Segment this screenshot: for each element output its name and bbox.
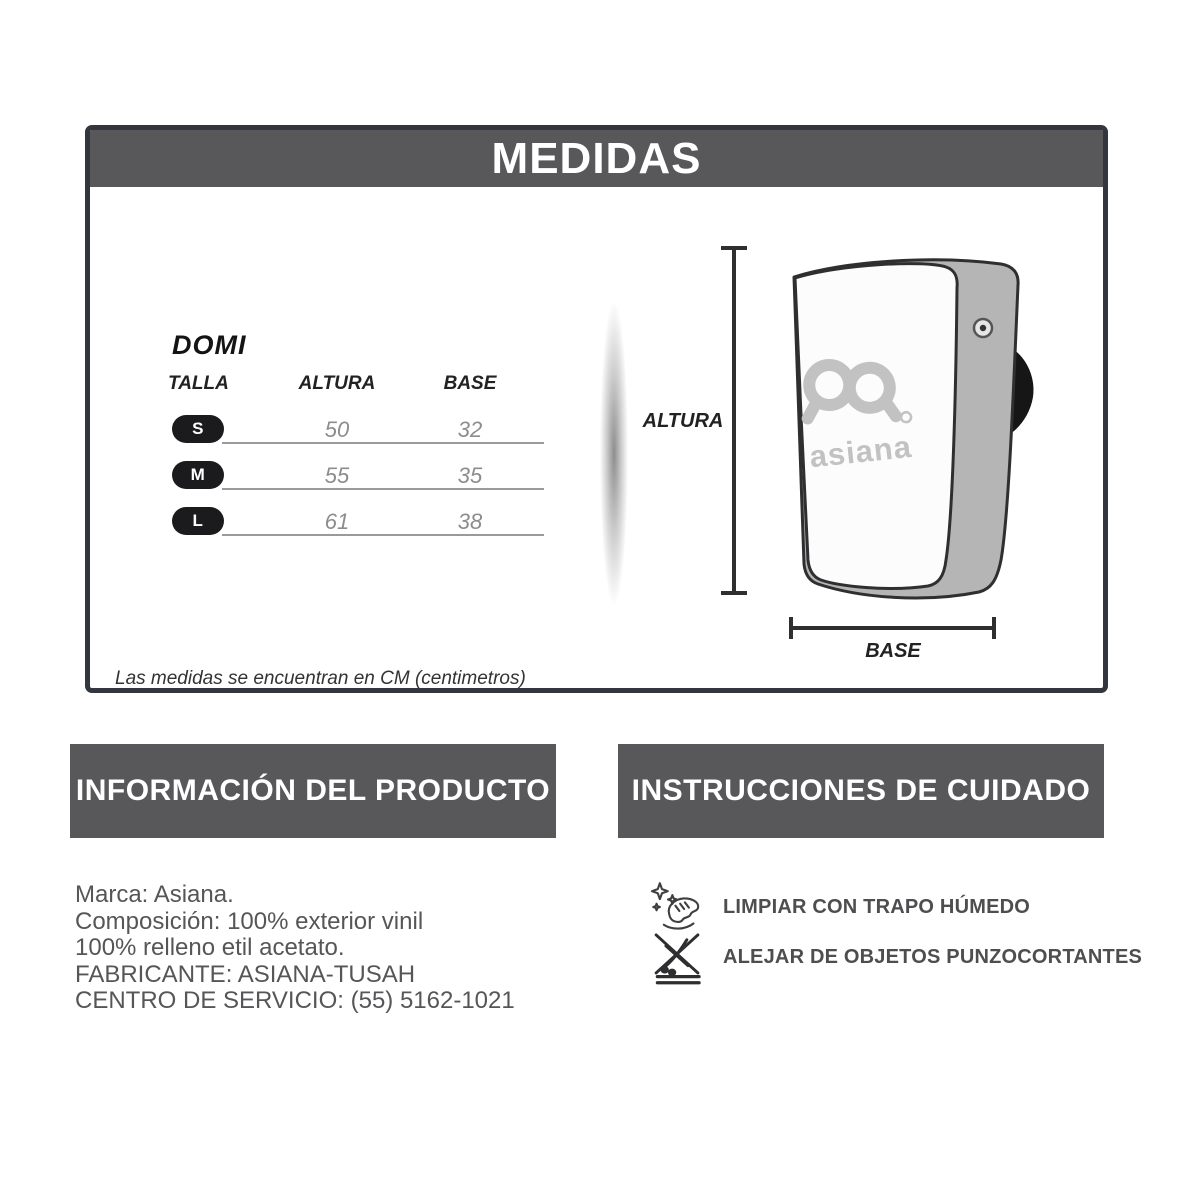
column-header-talla: TALLA <box>168 373 229 394</box>
altura-value-m: 55 <box>324 463 350 488</box>
care-instructions-header-band <box>618 744 1104 838</box>
measurements-header-band <box>90 130 1103 187</box>
care-item-label: ALEJAR DE OBJETOS PUNZOCORTANTES <box>723 945 1143 968</box>
care-item-label: LIMPIAR CON TRAPO HÚMEDO <box>723 895 1031 918</box>
row-underline <box>222 488 544 490</box>
care-item-no-sharp <box>645 926 1142 988</box>
pad-front-surface <box>795 264 957 589</box>
info-line-brand: Marca: Asiana. <box>75 881 234 908</box>
base-value-m: 35 <box>457 463 483 488</box>
measurements-title: MEDIDAS <box>491 133 702 183</box>
base-dimension-line <box>791 617 994 639</box>
measurements-panel <box>85 125 1108 693</box>
product-info-header-band <box>70 744 556 838</box>
altura-value-l: 61 <box>324 509 350 534</box>
row-underline <box>222 442 544 444</box>
base-value-l: 38 <box>457 509 483 534</box>
size-badge-l: L <box>172 507 224 535</box>
kick-pad-illustration <box>605 215 1108 675</box>
base-dimension-label: BASE <box>865 640 921 662</box>
eyelet-icon <box>974 319 992 337</box>
altura-value-s: 50 <box>324 417 350 442</box>
product-info-text <box>75 882 515 1015</box>
units-note: Las medidas se encuentran en CM (centimetros) <box>115 668 526 689</box>
care-instructions-title: INSTRUCCIONES DE CUIDADO <box>631 774 1091 807</box>
product-info-title: INFORMACIÓN DEL PRODUCTO <box>75 774 551 807</box>
column-header-base: BASE <box>443 373 497 394</box>
info-line-composition-2: 100% relleno etil acetato. <box>75 934 345 961</box>
info-line-service-center: CENTRO DE SERVICIO: (55) 5162-1021 <box>75 987 515 1014</box>
info-line-manufacturer: FABRICANTE: ASIANA-TUSAH <box>75 960 416 988</box>
info-line-composition-1: Composición: 100% exterior vinil <box>75 907 424 935</box>
altura-dimension-label: ALTURA <box>642 410 724 432</box>
no-sharp-objects-icon <box>645 926 709 988</box>
column-header-altura: ALTURA <box>298 373 376 394</box>
logo-wordmark: asiana <box>807 428 914 475</box>
base-value-s: 32 <box>457 417 483 442</box>
product-model-name: DOMI <box>172 330 247 360</box>
row-underline <box>222 534 544 536</box>
size-badge-m: M <box>172 461 224 489</box>
size-badge-s: S <box>172 415 224 443</box>
